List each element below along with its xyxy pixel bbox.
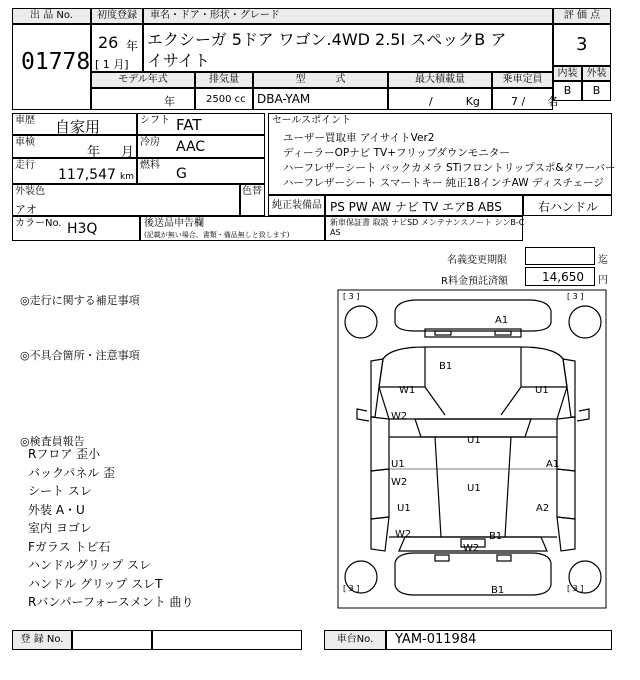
history-value: 自家用 bbox=[55, 118, 101, 136]
model-year-cell bbox=[91, 88, 195, 110]
fuel-label: 燃料 bbox=[140, 160, 160, 171]
sales-point-box bbox=[268, 113, 616, 195]
rear-lamp-right bbox=[497, 555, 511, 561]
displacement-value: 2500 cc bbox=[206, 94, 246, 105]
inspector-report-list bbox=[28, 446, 194, 613]
inspection-label: 車検 bbox=[15, 137, 35, 148]
type-header: 型 式 bbox=[253, 72, 388, 88]
diagram-frame bbox=[338, 290, 606, 608]
recycle-cell bbox=[525, 267, 595, 286]
left-mirror bbox=[357, 409, 369, 421]
interior-grade: B bbox=[553, 81, 582, 101]
equipment-cell bbox=[325, 195, 523, 216]
right-front-door bbox=[557, 417, 575, 471]
report-item: 外装 A・U bbox=[28, 502, 85, 517]
mileage-cell bbox=[12, 158, 137, 184]
mark-right-fender-upper: U1 bbox=[535, 385, 549, 396]
tire-mark-front-right: [ 3 ] bbox=[567, 292, 584, 301]
name-change-cell bbox=[525, 247, 595, 265]
mark-left-fender-lower: W2 bbox=[391, 411, 408, 422]
report-item: バックパネル 歪 bbox=[28, 465, 116, 480]
displacement-cell bbox=[195, 88, 253, 110]
chassis-cell bbox=[386, 630, 612, 650]
ext-color-cell bbox=[12, 184, 240, 216]
ac-cell bbox=[137, 135, 265, 158]
warranty-line2: AS bbox=[330, 228, 341, 237]
ext-color-value: アオ bbox=[15, 203, 37, 216]
right-mirror bbox=[577, 409, 589, 421]
chassis-header: 車台No. bbox=[324, 630, 386, 650]
color-no-value: H3Q bbox=[67, 221, 98, 237]
name-change-label: 名義変更期限 bbox=[447, 255, 507, 266]
steering-value: 右ハンドル bbox=[538, 200, 599, 214]
tire-icon-rr bbox=[569, 561, 601, 593]
sales-point-list bbox=[283, 131, 616, 191]
mark-left-rear-door: U1 bbox=[397, 503, 411, 514]
capacity-header: 乗車定員 bbox=[492, 72, 553, 88]
inspection-cell bbox=[12, 135, 137, 158]
capacity-value: 7 / 名 bbox=[511, 95, 559, 108]
grade-header: 評 価 点 bbox=[553, 8, 611, 24]
mark-right-rear-door: A2 bbox=[536, 503, 550, 514]
first-reg-header: 初度登録 bbox=[91, 8, 143, 24]
lot-no-cell bbox=[12, 24, 91, 110]
damage-marks bbox=[391, 315, 559, 596]
mark-left-front-door-lower: W2 bbox=[391, 477, 408, 488]
front-bumper bbox=[395, 300, 551, 331]
tire-icon-fr bbox=[569, 306, 601, 338]
mark-front-bumper: A1 bbox=[495, 315, 509, 326]
post-docs-label: 後送品申告欄 bbox=[144, 218, 204, 229]
capacity-cell bbox=[492, 88, 559, 110]
rear-bumper bbox=[395, 553, 551, 595]
left-front-door bbox=[371, 417, 389, 471]
sales-line: ハーフレザーシート スマートキー 純正18インチAW ディスチェージ bbox=[283, 177, 604, 189]
sales-line: ユーザー買取車 アイサイトVer2 bbox=[283, 132, 435, 144]
car-damage-diagram bbox=[335, 287, 610, 612]
tire-mark-rear-left: [ 3 ] bbox=[343, 584, 360, 593]
report-item: Rフロア 歪小 bbox=[28, 447, 101, 461]
shift-label: シフト bbox=[140, 115, 170, 126]
sales-line: ディーラーOPナビ TV+フリップダウンモニター bbox=[283, 147, 510, 159]
left-rear-fender bbox=[371, 517, 389, 551]
steering-cell bbox=[523, 195, 612, 216]
mark-rear-bumper: B1 bbox=[491, 585, 505, 596]
sales-line: ハーフレザーシート バックカメラ STiフロントリップスポ&タワーバー bbox=[283, 162, 616, 174]
mark-left-rear-fender: W2 bbox=[395, 529, 412, 540]
defect-notes-label: ◎不具合箇所・注意事項 bbox=[20, 349, 140, 362]
model-type-value: DBA-YAM bbox=[257, 92, 311, 106]
recycle-label: R料金預託済額 bbox=[441, 276, 508, 287]
equipment-value: PS PW AW ナビ TV エアB ABS bbox=[330, 200, 502, 214]
right-rear-door bbox=[557, 469, 575, 519]
front-lamp-right bbox=[495, 331, 511, 335]
equipment-label-cell bbox=[268, 195, 325, 216]
color-change-cell bbox=[240, 184, 265, 216]
mark-rear-hatch: W2 bbox=[463, 543, 480, 554]
report-item: Rバンパーフォースメント 曲り bbox=[28, 595, 194, 609]
recycle-amount: 14,650 bbox=[542, 270, 584, 284]
max-load-header: 最大積載量 bbox=[388, 72, 492, 88]
lot-number: 01778 bbox=[21, 49, 91, 75]
inspection-year-unit: 年 bbox=[87, 145, 101, 160]
report-item: シート スレ bbox=[28, 484, 92, 498]
mark-right-front-door: A1 bbox=[546, 459, 560, 470]
warranty-line1: 新車保証書 取説 ナビSD メンテナンスノート シンB-C bbox=[330, 218, 525, 227]
recycle-unit: 円 bbox=[598, 275, 608, 286]
ext-color-label: 外装色 bbox=[15, 186, 45, 197]
displacement-header: 排気量 bbox=[195, 72, 253, 88]
left-rear-door bbox=[371, 469, 389, 519]
mark-left-front-door: U1 bbox=[391, 459, 405, 470]
mileage-unit: km bbox=[120, 172, 134, 182]
grade-cell bbox=[553, 24, 611, 66]
exterior-grade: B bbox=[582, 81, 611, 101]
rear-lamp-left bbox=[435, 555, 449, 561]
reg-year-unit: 年 bbox=[126, 39, 139, 53]
hood-lines bbox=[425, 347, 521, 415]
chassis-value: YAM-011984 bbox=[395, 632, 477, 647]
fuel-cell bbox=[137, 158, 265, 184]
warranty-cell bbox=[325, 216, 523, 241]
mileage-label: 走行 bbox=[15, 160, 35, 171]
right-rear-fender bbox=[557, 517, 575, 551]
reg-year: 26 bbox=[98, 33, 119, 52]
mileage-value: 117,547 bbox=[58, 167, 116, 183]
right-front-fender bbox=[563, 359, 575, 417]
reg-no-header: 登 録 No. bbox=[12, 630, 72, 650]
report-item: Fガラス トビ石 bbox=[28, 539, 111, 554]
inspector-report-label: ◎検査員報告 bbox=[20, 435, 85, 448]
post-docs-cell bbox=[140, 216, 325, 241]
color-no-cell bbox=[12, 216, 140, 241]
report-item: 室内 ヨゴレ bbox=[28, 521, 92, 535]
fuel-value: G bbox=[176, 166, 187, 182]
car-name-line1: エクシーガ 5ドア ワゴン.4WD 2.5I スペックB ア bbox=[147, 30, 507, 49]
inspection-month-unit: 月 bbox=[121, 145, 135, 160]
shift-cell bbox=[137, 113, 265, 135]
first-reg-cell bbox=[91, 24, 143, 72]
ac-value: AAC bbox=[176, 139, 206, 155]
car-name-line2: イサイト bbox=[147, 51, 210, 70]
driving-notes-label: ◎走行に関する補足事項 bbox=[20, 294, 140, 307]
car-name-header: 車名・ドア・形状・グレード bbox=[143, 8, 553, 24]
model-year-header: モデル年式 bbox=[91, 72, 195, 88]
color-no-label: カラーNo. bbox=[15, 218, 62, 229]
max-load-cell bbox=[388, 88, 492, 110]
post-docs-note: (記載が無い場合、書類・備品無しと致します) bbox=[144, 231, 290, 239]
history-cell bbox=[12, 113, 137, 135]
ac-label: 冷房 bbox=[140, 137, 160, 148]
reg-month: [ 1 月] bbox=[95, 58, 129, 71]
mark-roof-front: U1 bbox=[467, 435, 481, 446]
reg-no-cell-2 bbox=[152, 630, 302, 650]
report-item: ハンドルグリップ スレ bbox=[28, 558, 152, 572]
mark-left-fender-upper: W1 bbox=[399, 385, 416, 396]
equipment-label: 純正装備品 bbox=[272, 200, 322, 211]
sales-point-label: セールスポイント bbox=[272, 115, 352, 126]
name-change-unit: 迄 bbox=[598, 255, 608, 266]
tire-mark-rear-right: [ 3 ] bbox=[567, 584, 584, 593]
lot-no-header: 出 品 No. bbox=[12, 8, 91, 24]
car-name-cell bbox=[143, 24, 553, 72]
max-load-value: / Kg bbox=[429, 95, 480, 108]
left-front-fender bbox=[371, 359, 383, 417]
hood-panel bbox=[379, 347, 567, 419]
tire-mark-front-left: [ 3 ] bbox=[343, 292, 360, 301]
interior-header: 内装 bbox=[553, 66, 582, 81]
overall-grade: 3 bbox=[576, 34, 588, 55]
mark-hood: B1 bbox=[439, 361, 453, 372]
front-grille bbox=[425, 329, 521, 337]
tire-icon-fl bbox=[345, 306, 377, 338]
mark-roof-rear: U1 bbox=[467, 483, 481, 494]
reg-no-cell bbox=[72, 630, 152, 650]
shift-value: FAT bbox=[176, 116, 202, 134]
model-type-cell bbox=[253, 88, 388, 110]
color-change-label: 色替 bbox=[242, 186, 262, 197]
history-label: 車歴 bbox=[15, 115, 35, 126]
front-lamp-left bbox=[435, 331, 451, 335]
exterior-header: 外装 bbox=[582, 66, 611, 81]
mark-rear-window: B1 bbox=[489, 531, 503, 542]
tire-icon-rl bbox=[345, 561, 377, 593]
model-year-unit: 年 bbox=[164, 95, 175, 108]
report-item: ハンドル グリップ スレT bbox=[28, 576, 163, 591]
